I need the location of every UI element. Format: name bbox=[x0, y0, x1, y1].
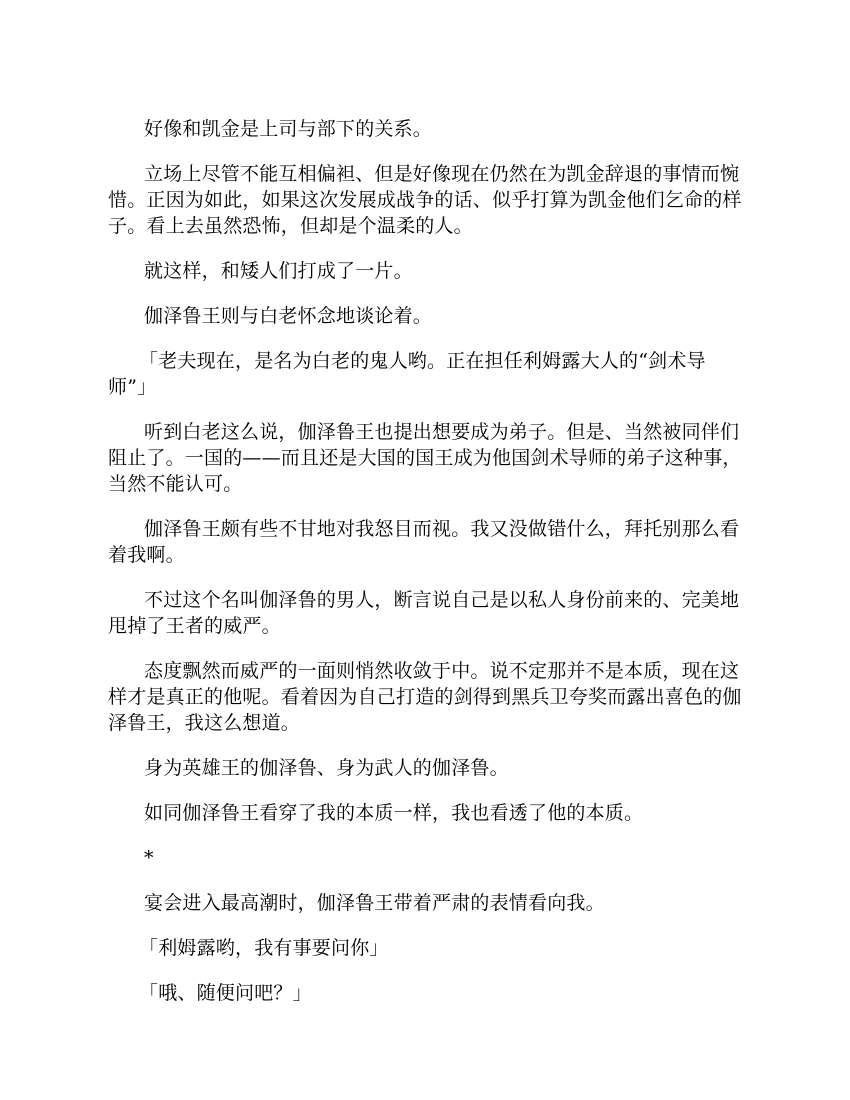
paragraph-8: 不过这个名叫伽泽鲁的男人，断言说自己是以私人身份前来的、完美地甩掉了王者的威严。 bbox=[108, 589, 740, 637]
paragraph-1: 好像和凯金是上司与部下的关系。 bbox=[144, 118, 433, 140]
paragraph-6: 听到白老这么说，伽泽鲁王也提出想要成为弟子。但是、当然被同伴们阻止了。一国的——而且还是大国的国王成为他国剑术导师的弟子这种事，当然不能认可。 bbox=[108, 421, 742, 495]
section-separator: * bbox=[144, 847, 154, 869]
paragraph-5-dialog: 「老夫现在，是名为白老的鬼人哟。正在担任利姆露大人的“剑术导师”」 bbox=[108, 350, 706, 398]
paragraph-10: 身为英雄王的伽泽鲁、身为武人的伽泽鲁。 bbox=[144, 757, 509, 779]
paragraph-7: 伽泽鲁王颇有些不甘地对我怒目而视。我又没做错什么，拜托别那么看着我啊。 bbox=[108, 518, 740, 566]
paragraph-13-dialog: 「利姆露哟，我有事要问你」 bbox=[139, 937, 389, 959]
document-page bbox=[108, 116, 744, 1025]
paragraph-2: 立场上尽管不能互相偏袒、但是好像现在仍然在为凯金辞退的事情而惋惜。正因为如此，如果这次发展成战争的话、似乎打算为凯金他们乞命的样子。看上去虽然恐怖，但却是个温柔的人。 bbox=[108, 163, 742, 237]
paragraph-11: 如同伽泽鲁王看穿了我的本质一样，我也看透了他的本质。 bbox=[144, 802, 644, 824]
paragraph-12: 宴会进入最高潮时，伽泽鲁王带着严肃的表情看向我。 bbox=[144, 892, 605, 914]
paragraph-3: 就这样，和矮人们打成了一片。 bbox=[144, 260, 413, 282]
paragraph-9: 态度飘然而威严的一面则悄然收敛于中。说不定那并不是本质，现在这样才是真正的他呢。看着因为自己打造的剑得到黑兵卫夸奖而露出喜色的伽泽鲁王，我这么想道。 bbox=[108, 660, 742, 734]
paragraph-4: 伽泽鲁王则与白老怀念地谈论着。 bbox=[144, 305, 433, 327]
paragraph-14-dialog: 「哦、随便问吧？」 bbox=[139, 982, 312, 1004]
